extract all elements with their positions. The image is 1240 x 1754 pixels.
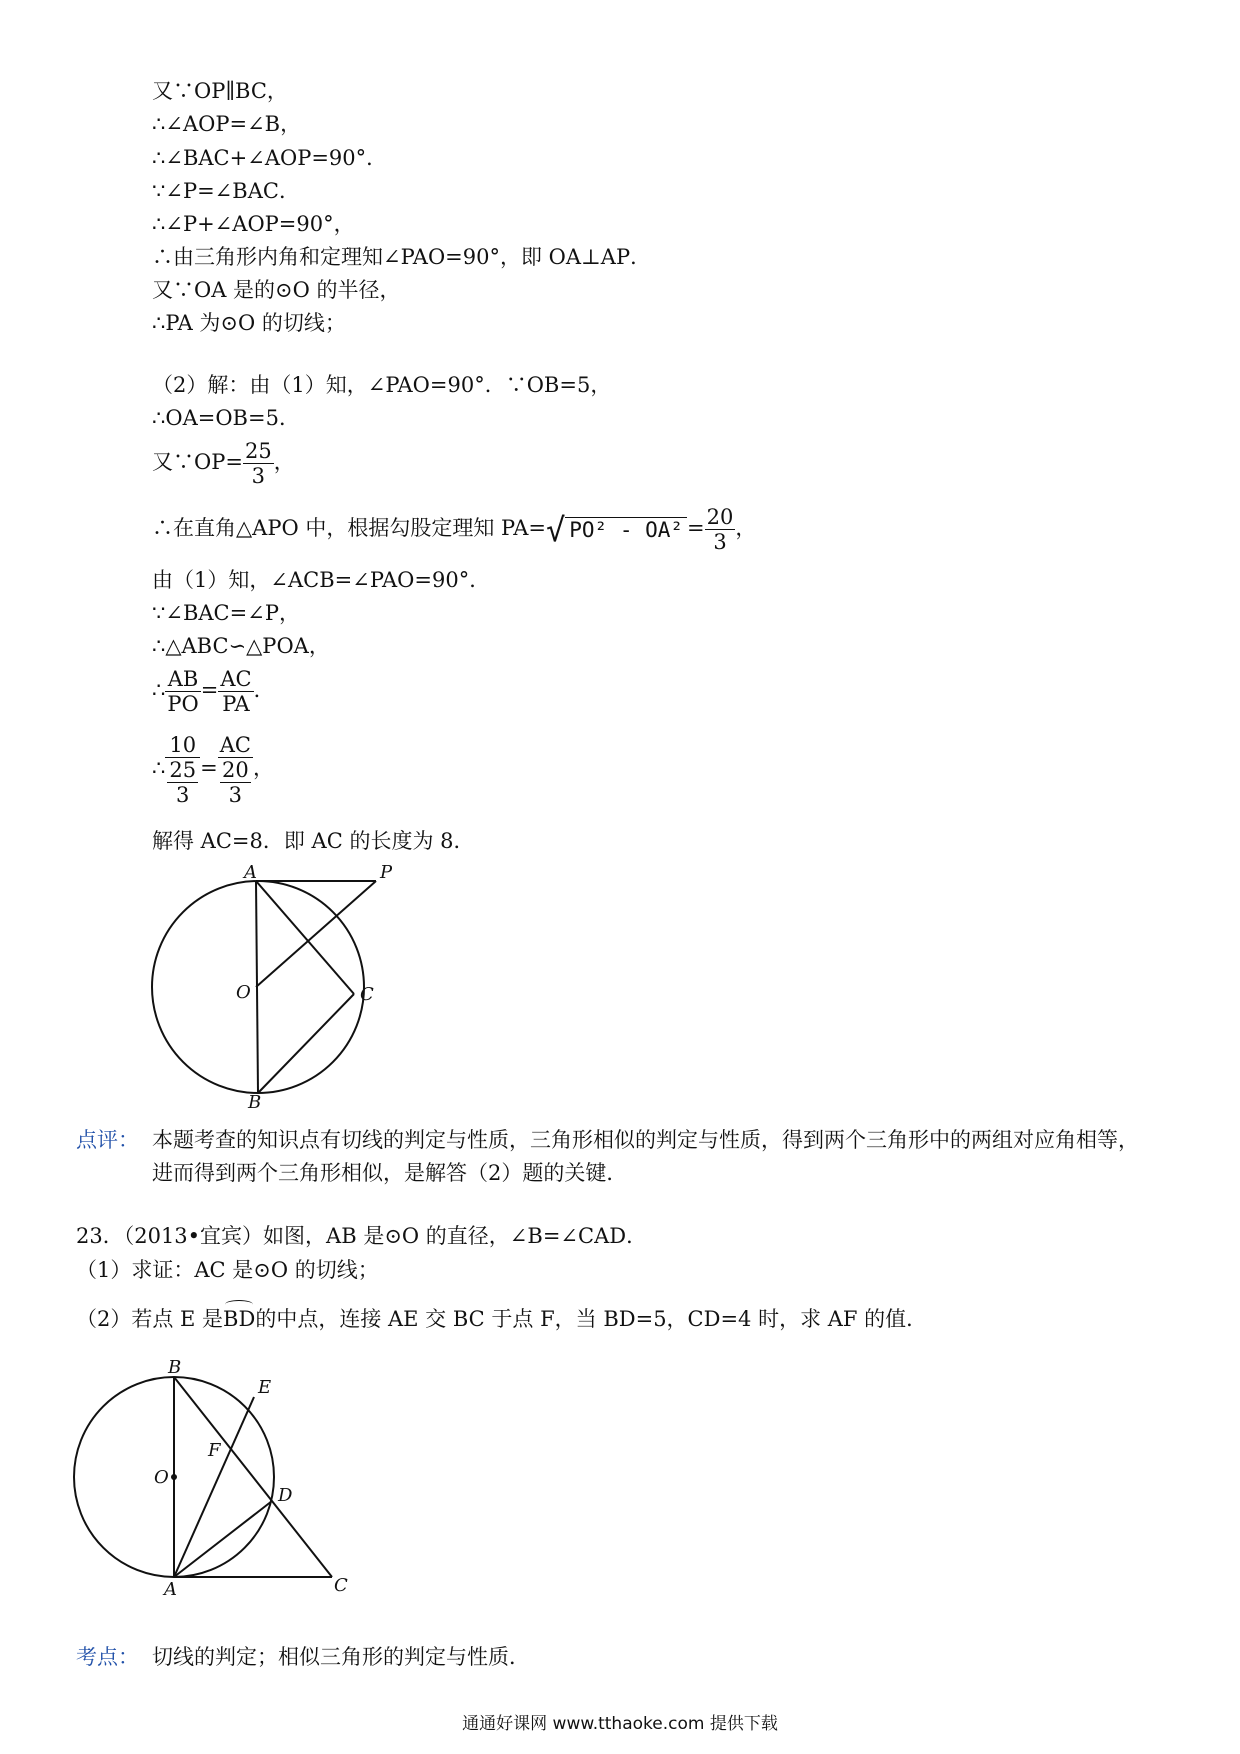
geometry-figure-1 xyxy=(140,860,420,1110)
solution-line: （2）解：由（1）知，∠PAO=90°．∵OB=5， xyxy=(152,373,612,397)
solution-line: ∴△ABC∽△POA， xyxy=(152,634,330,658)
text: （2）若点 E 是 xyxy=(76,1307,224,1331)
solution-line: 又∵OA 是的⊙O 的半径， xyxy=(152,278,401,302)
numerator: AC xyxy=(220,667,252,691)
kaodian-text: 切线的判定；相似三角形的判定与性质． xyxy=(152,1645,530,1669)
denominator: PO xyxy=(167,692,199,716)
solution-line: ∴∠BAC+∠AOP=90°． xyxy=(152,146,388,170)
solution-line: ∵∠P=∠BAC． xyxy=(152,179,300,203)
segment-ad xyxy=(174,1501,272,1577)
label-b: B xyxy=(248,1092,262,1110)
problem-part: （1）求证：AC 是⊙O 的切线； xyxy=(76,1258,379,1282)
text: ∴ xyxy=(152,678,166,702)
fraction xyxy=(218,733,253,807)
kaodian-label: 考点： xyxy=(76,1645,139,1669)
solution-line: 解得 AC=8．即 AC 的长度为 8． xyxy=(152,829,475,853)
segment-ac xyxy=(256,881,354,994)
solution-line: ∴∠P+∠AOP=90°， xyxy=(152,212,355,236)
text: ， xyxy=(273,450,295,474)
solution-line: ∴由三角形内角和定理知∠PAO=90°，即 OA⊥AP． xyxy=(152,245,652,269)
text: 又∵OP= xyxy=(152,450,243,474)
text: = xyxy=(687,516,705,540)
label-o: O xyxy=(154,1467,169,1488)
numerator: 25 xyxy=(169,757,197,782)
radicand: PO² - OA² xyxy=(565,517,687,542)
fraction xyxy=(218,667,253,716)
label-p: P xyxy=(380,862,393,883)
solution-line-compound-fraction xyxy=(152,728,274,808)
fraction xyxy=(165,667,200,716)
text: = xyxy=(200,756,218,780)
text: ∴在直角△APO 中，根据勾股定理知 PA= xyxy=(152,516,546,540)
text: ． xyxy=(253,678,275,702)
label-d: D xyxy=(278,1485,293,1506)
problem-title: 23．（2013•宜宾）如图，AB 是⊙O 的直径，∠B=∠CAD． xyxy=(76,1224,648,1248)
text: = xyxy=(200,678,219,702)
denominator: 3 xyxy=(713,530,727,554)
geometry-figure-2 xyxy=(66,1345,366,1595)
segment-op xyxy=(256,881,376,987)
review-text: 本题考查的知识点有切线的判定与性质，三角形相似的判定与性质，得到两个三角形中的两组对应角相等， xyxy=(152,1128,1139,1152)
numerator: 20 xyxy=(221,757,249,782)
solution-line: ∴∠AOP=∠B， xyxy=(152,112,302,136)
solution-line: ∴PA 为⊙O 的切线； xyxy=(152,311,346,335)
label-a: A xyxy=(164,1579,177,1595)
fraction xyxy=(243,439,274,488)
denominator: PA xyxy=(222,692,250,716)
label-o: O xyxy=(236,982,251,1003)
label-f: F xyxy=(208,1440,221,1461)
solution-line: ∴OA=OB=5． xyxy=(152,406,300,430)
denominator: 3 xyxy=(228,782,243,807)
label-b: B xyxy=(168,1357,182,1378)
solution-line-sqrt xyxy=(152,502,756,556)
label-c: C xyxy=(334,1575,348,1595)
center-point xyxy=(171,1474,177,1480)
label-e: E xyxy=(258,1377,272,1398)
solution-line-fraction xyxy=(152,438,295,488)
problem-part xyxy=(76,1306,927,1332)
fraction xyxy=(705,505,736,554)
denominator xyxy=(218,758,253,807)
label-a: A xyxy=(244,862,257,883)
text: 的中点，连接 AE 交 BC 于点 F，当 BD=5，CD=4 时，求 AF 的值． xyxy=(255,1307,928,1331)
segment-bc xyxy=(258,994,354,1093)
solution-line: 由（1）知，∠ACB=∠PAO=90°． xyxy=(152,568,491,592)
review-label: 点评： xyxy=(76,1128,139,1152)
denominator xyxy=(165,758,200,807)
solution-line: 又∵OP∥BC， xyxy=(152,79,288,103)
numerator: AC xyxy=(219,732,251,757)
arc-bd: BD xyxy=(223,1307,256,1331)
solution-line: ∵∠BAC=∠P， xyxy=(152,601,300,625)
numerator: 20 xyxy=(706,505,734,529)
label-c: C xyxy=(360,984,374,1005)
radical-sign-icon: √ xyxy=(545,510,566,549)
nested-fraction xyxy=(167,758,198,807)
page-footer: 通通好课网 www.tthaoke.com 提供下载 xyxy=(462,1714,778,1734)
numerator: 10 xyxy=(165,733,200,758)
square-root xyxy=(546,504,687,556)
text: ， xyxy=(252,756,274,780)
segment-bc xyxy=(174,1377,332,1577)
denominator: 3 xyxy=(251,464,265,488)
denominator: 3 xyxy=(176,782,190,807)
numerator: AB xyxy=(165,667,200,692)
text: ， xyxy=(735,516,757,540)
fraction xyxy=(165,733,200,807)
text: ∴ xyxy=(152,756,166,780)
solution-line-proportion xyxy=(152,664,275,716)
review-text: 进而得到两个三角形相似，是解答（2）题的关键． xyxy=(152,1161,628,1185)
numerator: 25 xyxy=(244,439,272,463)
nested-fraction xyxy=(220,758,251,807)
